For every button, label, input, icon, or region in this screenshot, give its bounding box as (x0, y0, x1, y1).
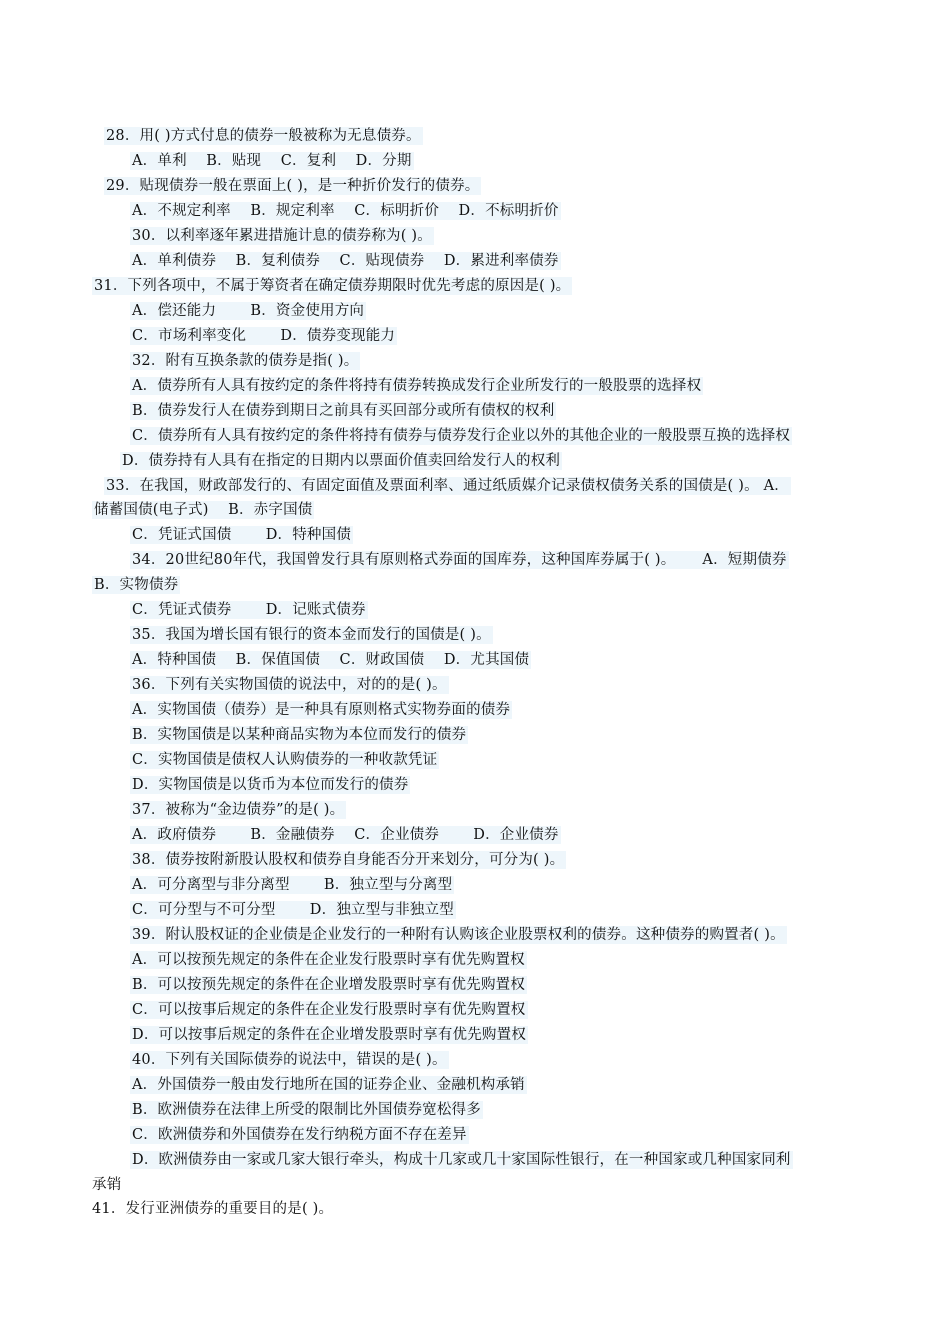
option-36-a: A．实物国债（债券）是一种具有原则格式实物券面的债券 (132, 702, 511, 718)
options-34-cd: C．凭证式债券 D．记账式债券 (132, 602, 366, 618)
question-33: 33．在我国，财政部发行的、有固定面值及票面利率、通过纸质媒介记录债权债务关系的国债是( )。 A． (106, 478, 789, 494)
option-32-b: B．债券发行人在债券到期日之前具有买回部分或所有债权的权利 (132, 403, 555, 419)
question-31: 31．下列各项中，不属于筹资者在确定债券期限时优先考虑的原因是( )。 (94, 278, 571, 294)
question-39: 39．附认股权证的企业债是企业发行的一种附有认购该企业股票权利的债券。这种债券的购置者( )。 (132, 927, 785, 943)
option-40-c: C．欧洲债券和外国债券在发行纳税方面不存在差异 (132, 1127, 467, 1143)
options-30: A．单利债券 B．复利债券 C．贴现债券 D．累进利率债券 (132, 253, 559, 269)
question-37: 37．被称为“金边债券”的是( )。 (132, 802, 345, 818)
option-32-a: A．债券所有人具有按约定的条件将持有债券转换成发行企业所发行的一般股票的选择权 (132, 378, 702, 394)
options-34-b: B．实物债券 (94, 577, 179, 593)
option-32-d: D．债券持有人具有在指定的日期内以票面价值卖回给发行人的权利 (122, 453, 561, 469)
options-38-ab: A．可分离型与非分离型 B．独立型与分离型 (132, 877, 453, 893)
options-29: A．不规定利率 B．规定利率 C．标明折价 D．不标明折价 (132, 203, 559, 219)
question-35: 35．我国为增长国有银行的资本金而发行的国债是( )。 (132, 627, 491, 643)
question-32: 32．附有互换条款的债券是指( )。 (132, 353, 359, 369)
question-28: 28．用( )方式付息的债券一般被称为无息债券。 (106, 128, 421, 144)
option-32-c: C．债券所有人具有按约定的条件将持有债券与债券发行企业以外的其他企业的一般股票互换的选择权 (132, 428, 791, 444)
option-36-d: D．实物国债是以货币为本位而发行的债券 (132, 777, 409, 793)
options-33-ab: 储蓄国债(电子式) B．赤字国债 (94, 502, 313, 518)
options-31-ab: A．偿还能力 B．资金使用方向 (132, 303, 365, 319)
question-40: 40．下列有关国际债券的说法中，错误的是( )。 (132, 1052, 447, 1068)
options-37: A．政府债券 B．金融债券 C．企业债券 D．企业债券 (132, 827, 559, 843)
option-40-d: D．欧洲债券由一家或几家大银行牵头，构成十几家或几十家国际性银行，在一种国家或几种国家同利 (132, 1152, 791, 1168)
question-34: 34．20世纪80年代，我国曾发行具有原则格式券面的国库券，这种国库券属于( )。 A．短期债券 (132, 552, 787, 568)
option-36-c: C．实物国债是债权人认购债券的一种收款凭证 (132, 752, 438, 768)
option-36-b: B．实物国债是以某种商品实物为本位而发行的债券 (132, 727, 467, 743)
options-35: A．特种国债 B．保值国债 C．财政国债 D．尤其国债 (132, 652, 530, 668)
option-39-a: A．可以按预先规定的条件在企业发行股票时享有优先购置权 (132, 952, 525, 968)
option-39-c: C．可以按事后规定的条件在企业发行股票时享有优先购置权 (132, 1002, 526, 1018)
option-40-b: B．欧洲债券在法律上所受的限制比外国债券宽松得多 (132, 1102, 481, 1118)
option-39-b: B．可以按预先规定的条件在企业增发股票时享有优先购置权 (132, 977, 526, 993)
option-40-a: A．外国债券一般由发行地所在国的证券企业、金融机构承销 (132, 1077, 525, 1093)
option-39-d: D．可以按事后规定的条件在企业增发股票时享有优先购置权 (132, 1027, 527, 1043)
question-41: 41．发行亚洲债券的重要目的是( )。 (92, 1201, 334, 1217)
option-40-d-cont: 承销 (92, 1177, 122, 1193)
question-29: 29．贴现债券一般在票面上( )，是一种折价发行的债券。 (106, 178, 480, 194)
options-38-cd: C．可分型与不可分型 D．独立型与非独立型 (132, 902, 454, 918)
question-30: 30．以利率逐年累进措施计息的债券称为( )。 (132, 228, 432, 244)
question-38: 38．债券按附新股认股权和债券自身能否分开来划分，可分为( )。 (132, 852, 565, 868)
options-28: A．单利 B．贴现 C．复利 D．分期 (132, 153, 412, 169)
options-33-cd: C．凭证式国债 D．特种国债 (132, 527, 352, 543)
options-31-cd: C．市场利率变化 D．债券变现能力 (132, 328, 396, 344)
question-36: 36．下列有关实物国债的说法中，对的的是( )。 (132, 677, 447, 693)
